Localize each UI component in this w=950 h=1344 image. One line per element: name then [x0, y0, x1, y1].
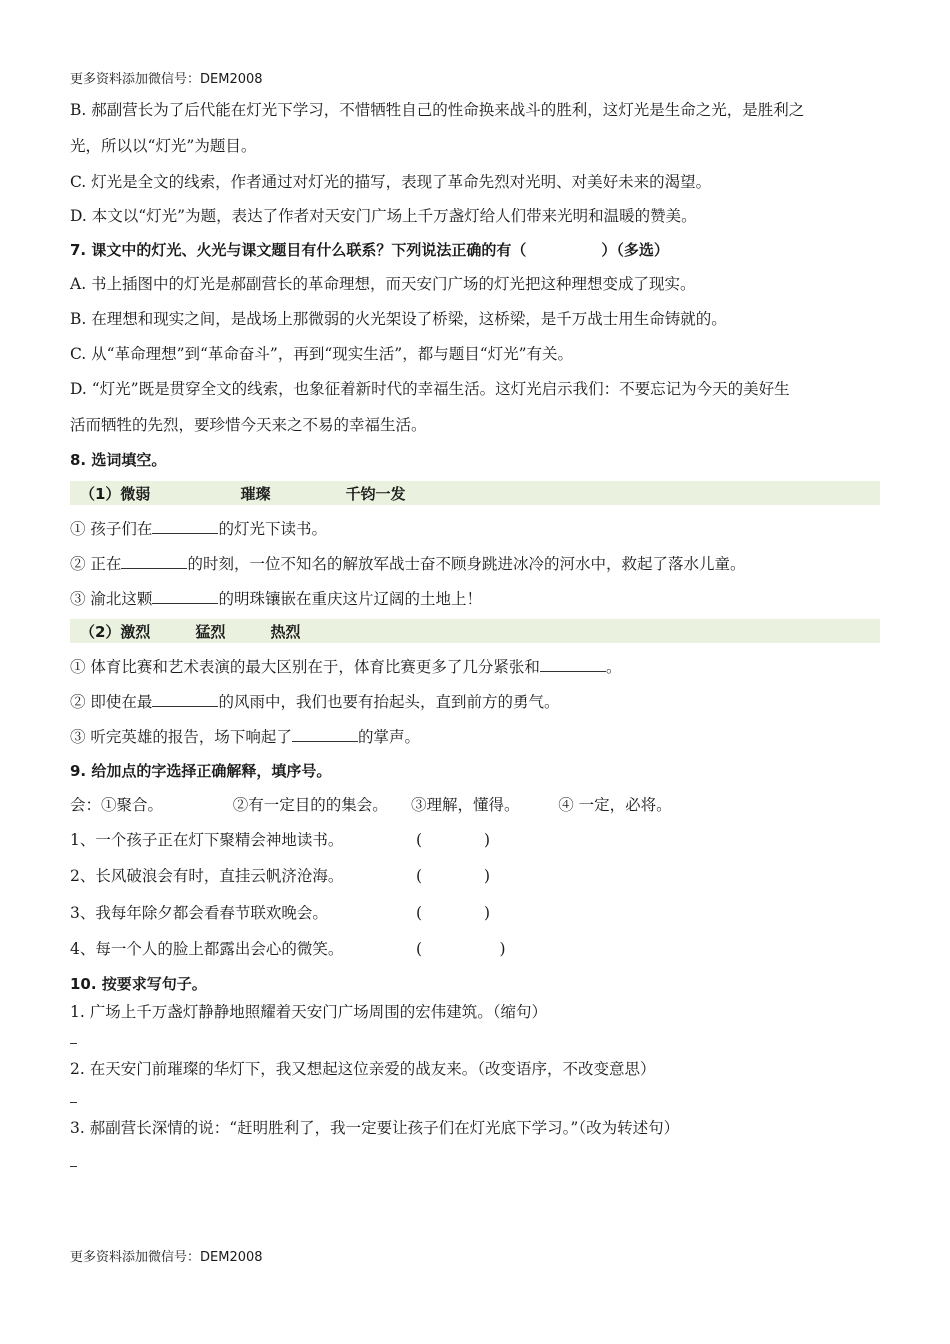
answer-parens[interactable]: ( ): [416, 904, 491, 922]
q6-option-c: C. 灯光是全文的线索，作者通过对灯光的描写，表现了革命先烈对光明、对美好未来的渴望。: [70, 173, 712, 191]
fill-blank[interactable]: [121, 553, 187, 569]
q6-option-b-line1: B. 郝副营长为了后代能在灯光下学习，不惜牺牲自己的性命换来战斗的胜利，这灯光是生命之光，是胜利之: [70, 101, 805, 119]
q9-options: 会：①聚合。 ②有一定目的的集会。 ③理解，懂得。 ④ 一定，必将。: [70, 796, 672, 814]
q7-option-b: B. 在理想和现实之间，是战场上那微弱的火光架设了桥梁，这桥梁，是千万战士用生命铸就的。: [70, 310, 727, 328]
q8-1-item-3: ③ 渝北这颗 的明珠镶嵌在重庆这片辽阔的土地上！: [70, 590, 482, 608]
q10-item-2: 2. 在天安门前璀璨的华灯下，我又想起这位亲爱的战友来。（改变语序，不改变意思）: [70, 1060, 656, 1078]
q7-option-d-line1: D. “灯光”既是贯穿全文的线索，也象征着新时代的幸福生活。这灯光启示我们：不要忘记为今天的美好生: [70, 380, 790, 398]
q7-option-c: C. 从“革命理想”到“革命奋斗”，再到“现实生活”，都与题目“灯光”有关。: [70, 345, 574, 363]
q9-item-4: 4、每一个人的脸上都露出会心的微笑。 ( ): [70, 940, 506, 958]
q6-option-b-line2: 光，所以以“灯光”为题目。: [70, 137, 257, 155]
q9-title: 9. 给加点的字选择正确解释，填序号。: [70, 762, 332, 780]
q9-item-3: 3、我每年除夕都会看春节联欢晚会。 ( ): [70, 904, 491, 922]
answer-line[interactable]: [70, 1102, 77, 1103]
answer-parens[interactable]: ( ): [416, 867, 491, 885]
q8-word-bank-2: [70, 619, 880, 643]
fill-blank[interactable]: [540, 656, 606, 672]
q10-title: 10. 按要求写句子。: [70, 975, 207, 993]
q9-item-1: 1、一个孩子正在灯下聚精会神地读书。 ( ): [70, 831, 491, 849]
q10-item-3: 3. 郝副营长深情的说：“赶明胜利了，我一定要让孩子们在灯光底下学习。”（改为转述句）: [70, 1119, 680, 1137]
q8-1-item-2: ② 正在 的时刻，一位不知名的解放军战士奋不顾身跳进冰冷的河水中，救起了落水儿童。: [70, 555, 746, 573]
answer-line[interactable]: [70, 1043, 77, 1044]
q7-title: 7. 课文中的灯光、火光与课文题目有什么联系？下列说法正确的有（ ）（多选）: [70, 241, 669, 259]
q8-title: 8. 选词填空。: [70, 451, 167, 469]
q8-2-item-3: ③ 听完英雄的报告，场下响起了 的掌声。: [70, 728, 420, 746]
q10-item-1: 1. 广场上千万盏灯静静地照耀着天安门广场周围的宏伟建筑。（缩句）: [70, 1003, 547, 1021]
q7-option-a: A. 书上插图中的灯光是郝副营长的革命理想，而天安门广场的灯光把这种理想变成了现实。: [70, 275, 696, 293]
q9-item-2: 2、长风破浪会有时，直挂云帆济沧海。 ( ): [70, 867, 491, 885]
answer-line[interactable]: [70, 1166, 77, 1167]
fill-blank[interactable]: [152, 588, 218, 604]
fill-blank[interactable]: [292, 726, 358, 742]
word-bank-1-label: （1）微弱 璀璨 千钧一发: [80, 485, 406, 503]
q6-option-d: D. 本文以“灯光”为题，表达了作者对天安门广场上千万盏灯给人们带来光明和温暖的赞美。: [70, 207, 697, 225]
fill-blank[interactable]: [152, 518, 218, 534]
q8-2-item-1: ① 体育比赛和艺术表演的最大区别在于，体育比赛更多了几分紧张和 。: [70, 658, 622, 676]
q7-option-d-line2: 活而牺牲的先烈，要珍惜今天来之不易的幸福生活。: [70, 416, 427, 434]
q8-word-bank-1: [70, 481, 880, 505]
fill-blank[interactable]: [152, 691, 218, 707]
q8-1-item-1: ① 孩子们在 的灯光下读书。: [70, 520, 327, 538]
word-bank-2-label: （2）激烈 猛烈 热烈: [80, 623, 301, 641]
q8-2-item-2: ② 即使在最 的风雨中，我们也要有抬起头，直到前方的勇气。: [70, 693, 560, 711]
footer-note: 更多资料添加微信号：DEM2008: [70, 1250, 263, 1265]
answer-parens[interactable]: ( ): [416, 940, 506, 958]
answer-parens[interactable]: ( ): [416, 831, 491, 849]
header-note: 更多资料添加微信号：DEM2008: [70, 72, 263, 87]
